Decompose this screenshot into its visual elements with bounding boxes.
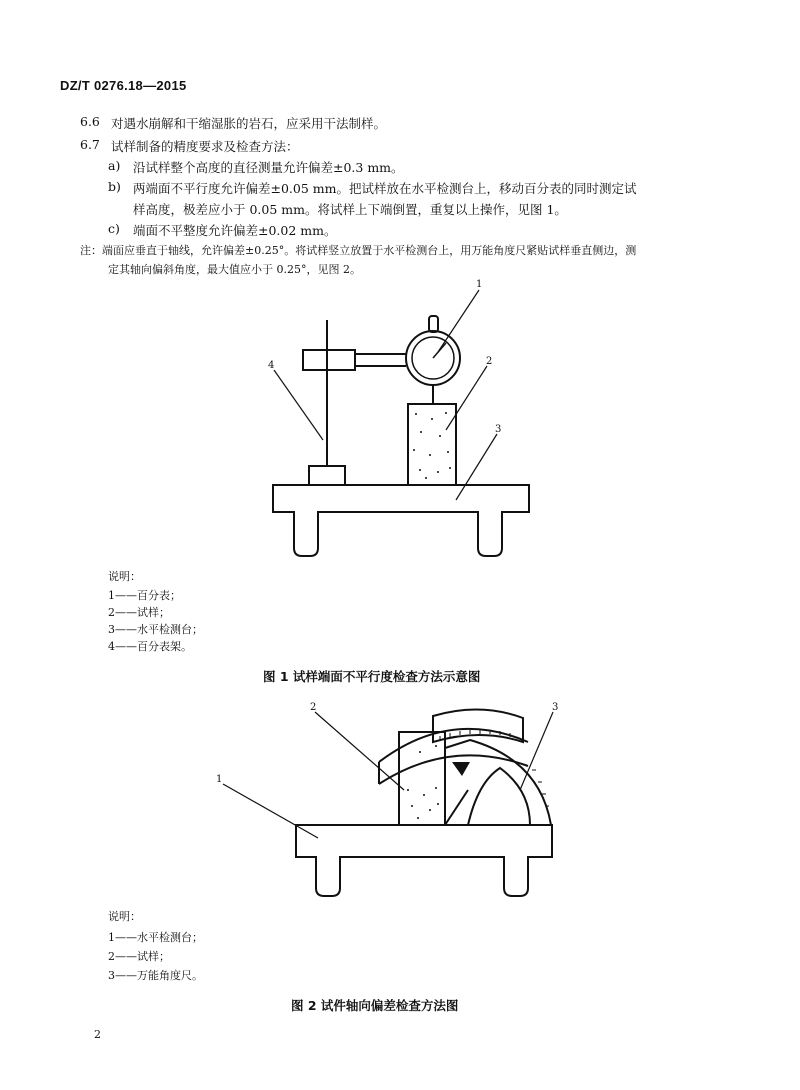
item-a-text: 沿试样整个高度的直径测量允许偏差±0.3 mm。 — [133, 160, 404, 175]
item-c-mark: c) — [108, 221, 120, 236]
note-line1: 注：端面应垂直于轴线，允许偏差±0.25°。将试样竖立放置于水平检测台上，用万能角度尺紧贴试样垂直侧边，测 — [80, 244, 637, 257]
fig1-legend-item: 3——水平检测台； — [108, 623, 203, 636]
fig1-inspection-table — [273, 485, 529, 556]
fig2-legend-item: 2——试样； — [108, 950, 170, 963]
fig1-specimen — [408, 404, 456, 485]
item-b-text-line1: 两端面不平行度允许偏差±0.05 mm。把试样放在水平检测台上，移动百分表的同时测定试 — [133, 181, 637, 196]
fig1-stand-clamp — [303, 350, 355, 370]
item-a-mark: a) — [108, 158, 121, 173]
fig1-legend-item: 2——试样； — [108, 606, 170, 619]
fig2-legend-title: 说明： — [108, 910, 141, 923]
fig2-protractor-arc — [445, 740, 551, 825]
clause-6-7-text: 试样制备的精度要求及检查方法： — [111, 139, 299, 154]
figure-2-caption: 图 2 试件轴向偏差检查方法图 — [291, 998, 459, 1013]
fig1-callout-3: 3 — [495, 424, 502, 435]
fig2-callout-2: 2 — [310, 702, 317, 713]
fig1-callout-1: 1 — [476, 279, 483, 290]
fig2-callout-1: 1 — [216, 774, 223, 785]
clause-6-6-number: 6.6 — [80, 114, 100, 129]
item-c-text: 端面不平整度允许偏差±0.02 mm。 — [133, 223, 337, 238]
clause-6-6-text: 对遇水崩解和干缩湿胀的岩石，应采用干法制样。 — [111, 116, 387, 131]
fig1-legend-item: 1——百分表； — [108, 589, 181, 602]
item-b-text-line2: 样高度，极差应小于 0.05 mm。将试样上下端倒置，重复以上操作，见图 1。 — [133, 202, 567, 217]
fig2-legend-item: 3——万能角度尺。 — [108, 969, 203, 982]
item-b-mark: b) — [108, 179, 121, 194]
fig1-legend-title: 说明： — [108, 570, 141, 583]
clause-6-7-number: 6.7 — [80, 137, 100, 152]
fig1-stand-base — [309, 466, 345, 485]
fig2-specimen-dots — [407, 745, 439, 819]
fig1-callout-4: 4 — [268, 360, 275, 371]
figure-1-diagram — [0, 270, 800, 570]
fig1-legend-item: 4——百分表架。 — [108, 640, 192, 653]
fig2-callout-3: 3 — [552, 702, 559, 713]
page-number: 2 — [94, 1028, 101, 1041]
document-code-header: DZ/T 0276.18—2015 — [60, 78, 187, 93]
fig2-inspection-table — [296, 825, 552, 896]
fig1-specimen-dots — [413, 412, 451, 479]
figure-1-caption: 图 1 试样端面不平行度检查方法示意图 — [263, 669, 481, 684]
fig1-callout-2: 2 — [486, 356, 493, 367]
note-line2: 定其轴向偏斜角度，最大值应小于 0.25°，见图 2。 — [108, 263, 361, 276]
fig2-legend-item: 1——水平检测台； — [108, 931, 203, 944]
figure-2-diagram — [0, 700, 800, 900]
